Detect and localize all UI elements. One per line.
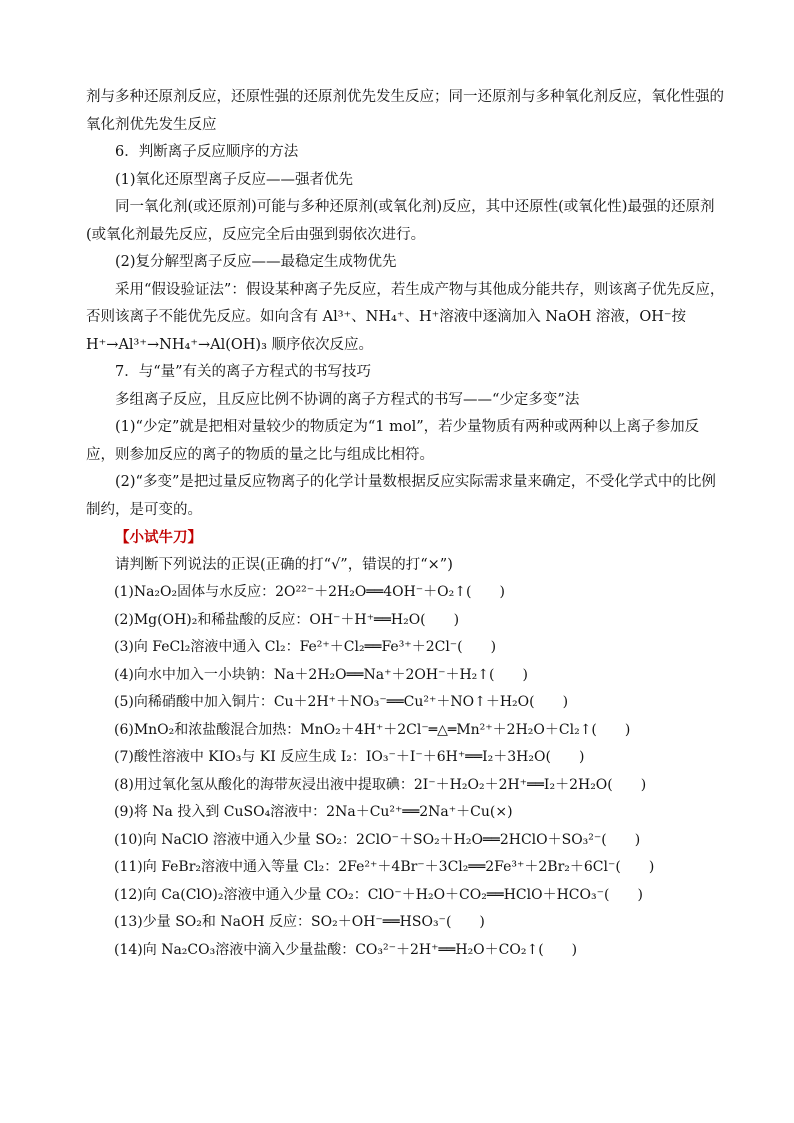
question-item: (4)向水中加入一小块钠：Na＋2H₂O══Na⁺＋2OH⁻＋H₂↑( ) [114, 666, 528, 683]
question-item: (7)酸性溶液中 KIO₃与 KI 反应生成 I₂：IO₃⁻＋I⁻＋6H⁺══I₂＋3H₂O( ) [114, 749, 585, 765]
question-item: (13)少量 SO₂和 NaOH 反应：SO₂＋OH⁻══HSO₃⁻( ) [114, 914, 485, 930]
paragraph-shaoding: (1)“少定”就是把相对量较少的物质定为“1 mol”，若少量物质有两种或两种以上离子参加反应，则参加反应的离子的物质的量之比与组成比相符。 [86, 419, 700, 463]
question-item: (8)用过氧化氢从酸化的海带灰浸出液中提取碘：2I⁻＋H₂O₂＋2H⁺══I₂＋2H₂O( ) [114, 776, 647, 793]
subheading-redox: (1)氧化还原型离子反应——强者优先 [115, 171, 354, 188]
question-item: (10)向 NaClO 溶液中通入少量 SO₂：2ClO⁻＋SO₂＋H₂O══2HClO＋SO₃²⁻( ) [114, 831, 641, 848]
document-body [86, 84, 726, 964]
question-item: (14)向 Na₂CO₃溶液中滴入少量盐酸：CO₃²⁻＋2H⁺══H₂O＋CO₂↑( ) [114, 941, 578, 958]
question-item: (9)将 Na 投入到 CuSO₄溶液中：2Na＋Cu²⁺══2Na⁺＋Cu(×) [114, 804, 513, 820]
paragraph-hypothesis: 采用“假设验证法”：假设某种离子先反应，若生成产物与其他成分能共存，则该离子优先反应，否则该离子不能优先反应。如向含有 Al³⁺、NH₄⁺、H⁺溶液中逐滴加入 NaOH 溶液，OH⁻按 H⁺→Al³⁺→NH₄⁺→Al(OH)₃ 顺序依次反应。 [86, 281, 725, 353]
question-item: (1)Na₂O₂固体与水反应：2O²²⁻＋2H₂O══4OH⁻＋O₂↑( ) [114, 584, 505, 600]
question-item: (2)Mg(OH)₂和稀盐酸的反应：OH⁻＋H⁺══H₂O( ) [114, 611, 460, 628]
paragraph-method: 多组离子反应，且反应比例不协调的离子方程式的书写——“少定多变”法 [115, 391, 580, 408]
paragraph-redox: 同一氧化剂(或还原剂)可能与多种还原剂(或氧化剂)反应，其中还原性(或氧化性)最强的还原剂(或氧化剂最先反应，反应完全后由强到弱依次进行。 [86, 199, 715, 243]
section-title: 【小试牛刀】 [115, 529, 202, 546]
question-item: (11)向 FeBr₂溶液中通入等量 Cl₂：2Fe²⁺＋4Br⁻＋3Cl₂══2Fe³⁺＋2Br₂＋6Cl⁻( ) [114, 859, 655, 875]
paragraph-continuation: 剂与多种还原剂反应，还原性强的还原剂优先发生反应；同一还原剂与多种氧化剂反应，氧化性强的氧化剂优先发生反应 [86, 89, 724, 133]
paragraph-duobian: (2)“多变”是把过量反应物离子的化学计量数根据反应实际需求量来确定，不受化学式中的比例制约，是可变的。 [86, 474, 716, 518]
subheading-metathesis: (2)复分解型离子反应——最稳定生成物优先 [115, 254, 397, 270]
question-item: (6)MnO₂和浓盐酸混合加热：MnO₂＋4H⁺＋2Cl⁻═△═Mn²⁺＋2H₂O＋Cl₂↑( ) [114, 721, 631, 738]
instruction: 请判断下列说法的正误(正确的打“√”，错误的打“×”) [115, 556, 453, 573]
question-item: (5)向稀硝酸中加入铜片：Cu＋2H⁺＋NO₃⁻══Cu²⁺＋NO↑＋H₂O( ) [114, 694, 569, 710]
question-item: (3)向 FeCl₂溶液中通入 Cl₂：Fe²⁺＋Cl₂══Fe³⁺＋2Cl⁻( ) [114, 639, 497, 655]
heading-7: 7．与“量”有关的离子方程式的书写技巧 [115, 364, 372, 380]
heading-6: 6．判断离子反应顺序的方法 [115, 144, 299, 160]
question-item: (12)向 Ca(ClO)₂溶液中通入少量 CO₂：ClO⁻＋H₂O＋CO₂══HClO＋HCO₃⁻( ) [114, 886, 643, 903]
